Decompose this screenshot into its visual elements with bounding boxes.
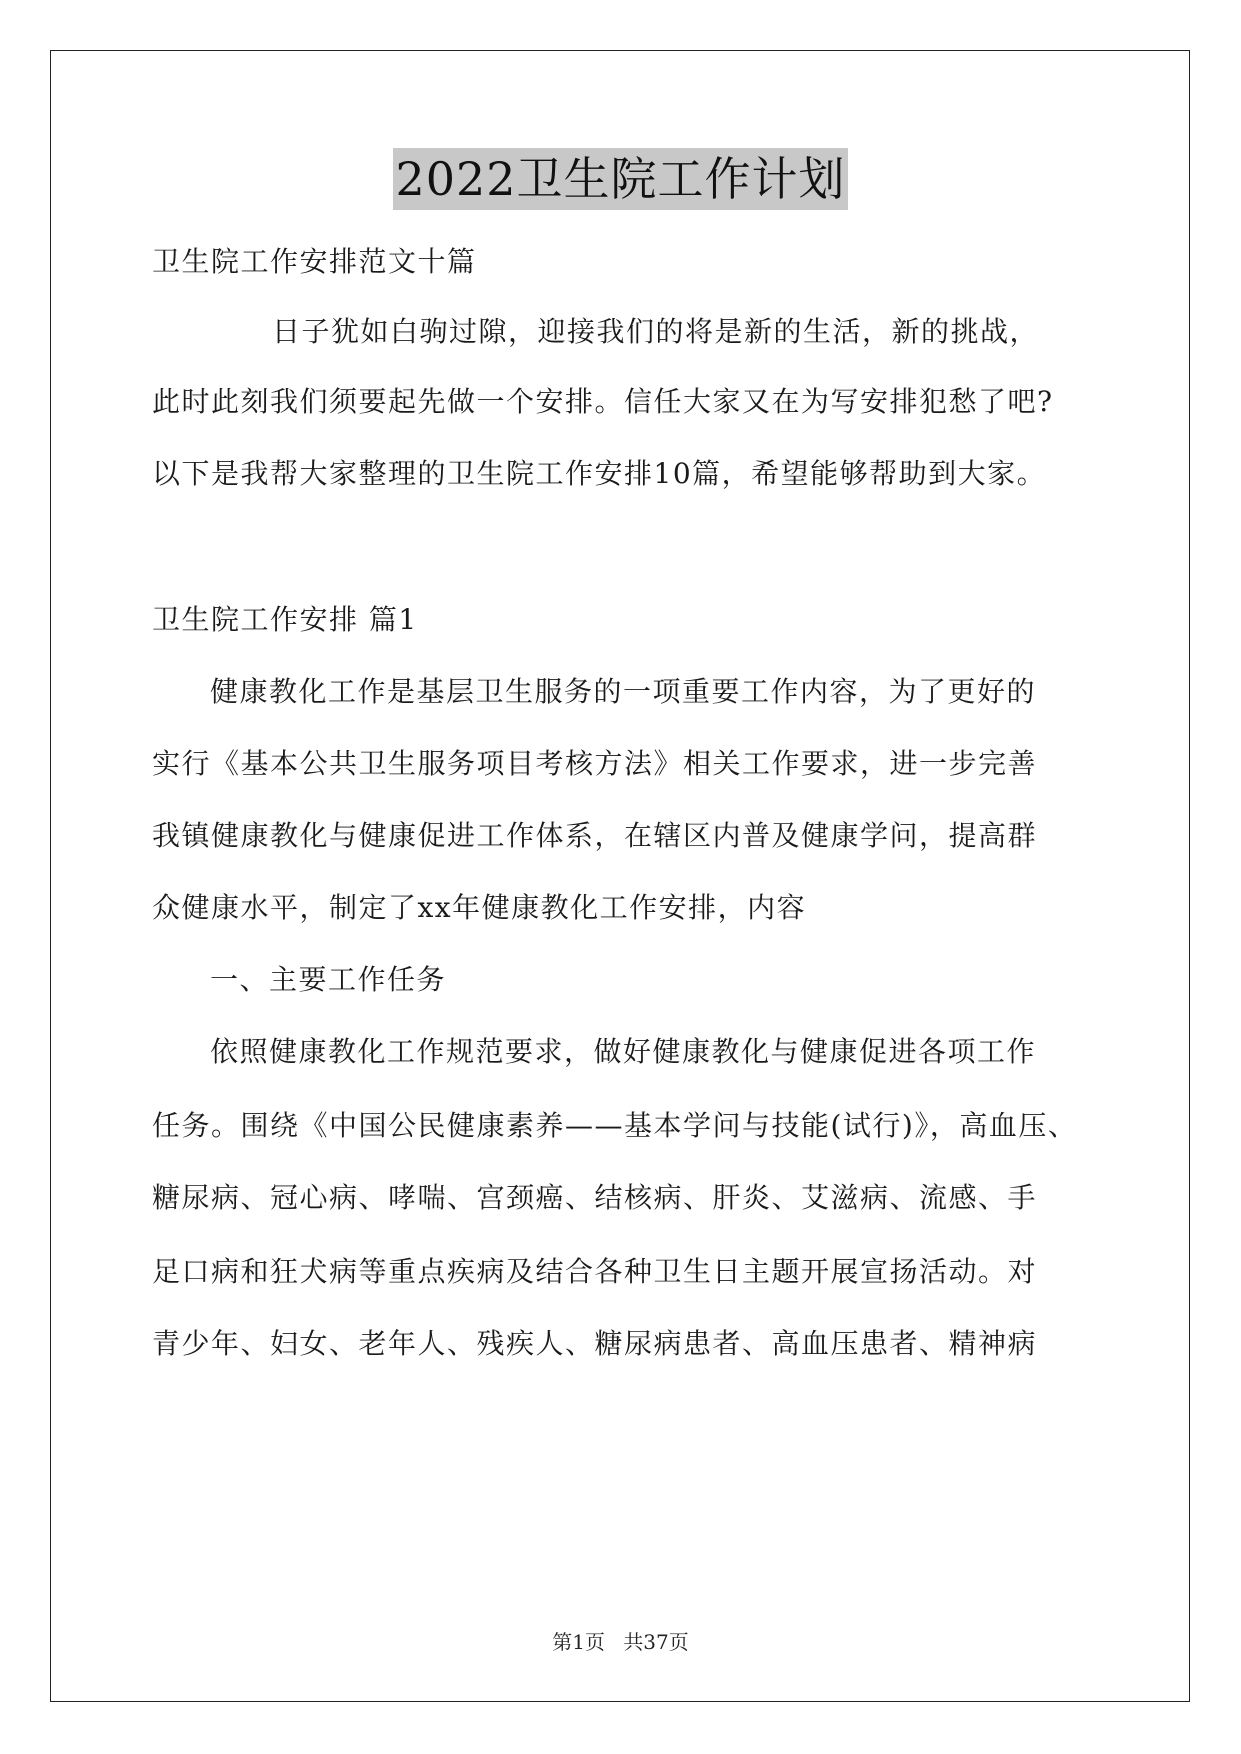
paragraph-line: 日子犹如白驹过隙，迎接我们的将是新的生活，新的挑战， (272, 315, 1040, 348)
subsection-heading: 一、主要工作任务 (210, 963, 447, 996)
page-footer (0, 1630, 1241, 1654)
title-block (0, 148, 1241, 210)
page-number: 第1页 (552, 1630, 605, 1654)
paragraph-line: 我镇健康教化与健康促进工作体系，在辖区内普及健康学问，提高群 (152, 819, 1038, 852)
paragraph-line: 青少年、妇女、老年人、残疾人、糖尿病患者、高血压患者、精神病 (152, 1327, 1038, 1360)
page-total: 共37页 (623, 1630, 689, 1654)
paragraph-line: 众健康水平，制定了xx年健康教化工作安排，内容 (152, 891, 807, 924)
paragraph-line: 糖尿病、冠心病、哮喘、宫颈癌、结核病、肝炎、艾滋病、流感、手 (152, 1181, 1038, 1214)
page-border (50, 50, 1190, 1702)
paragraph-line: 此时此刻我们须要起先做一个安排。信任大家又在为写安排犯愁了吧? (152, 385, 1054, 418)
paragraph-line: 足口病和狂犬病等重点疾病及结合各种卫生日主题开展宣扬活动。对 (152, 1255, 1038, 1288)
paragraph-line: 健康教化工作是基层卫生服务的一项重要工作内容，为了更好的 (210, 675, 1037, 708)
paragraph-line: 实行《基本公共卫生服务项目考核方法》相关工作要求，进一步完善 (152, 747, 1038, 780)
document-subtitle: 卫生院工作安排范文十篇 (152, 245, 477, 278)
paragraph-line: 依照健康教化工作规范要求，做好健康教化与健康促进各项工作 (210, 1035, 1037, 1068)
paragraph-line: 以下是我帮大家整理的卫生院工作安排10篇，希望能够帮助到大家。 (152, 457, 1047, 490)
document-title: 2022卫生院工作计划 (393, 148, 847, 210)
paragraph-line: 任务。围绕《中国公民健康素养——基本学问与技能(试行)》，高血压、 (152, 1109, 1078, 1142)
section-heading: 卫生院工作安排 篇1 (152, 603, 418, 636)
